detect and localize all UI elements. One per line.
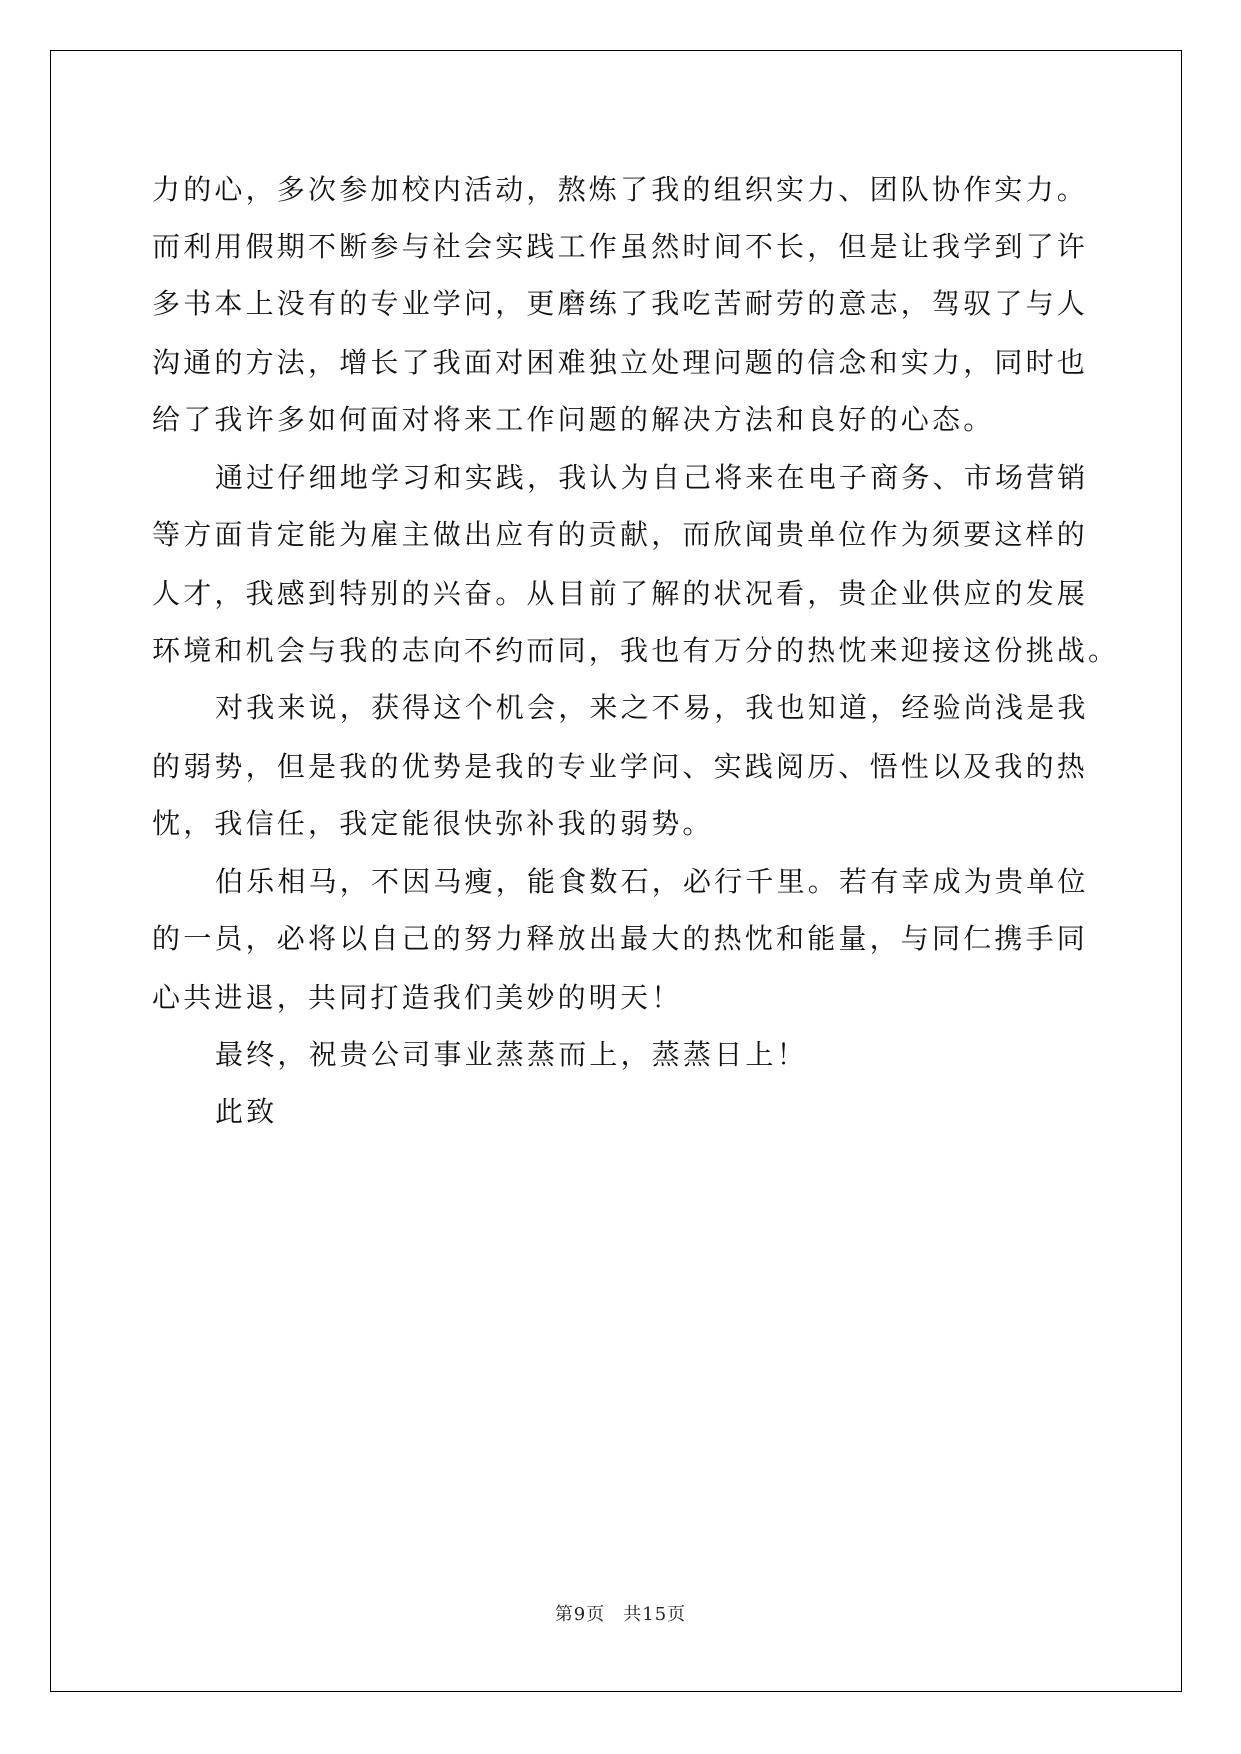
page-number: 第9页 — [554, 1604, 606, 1625]
text-line: 而利用假期不断参与社会实践工作虽然时间不长，但是让我学到了许 — [152, 230, 1089, 263]
text-line: 此致 — [215, 1095, 278, 1128]
text-line: 忱，我信任，我定能很快弥补我的弱势。 — [152, 807, 714, 840]
text-line: 人才，我感到特别的兴奋。从目前了解的状况看，贵企业供应的发展 — [152, 577, 1089, 610]
text-line: 等方面肯定能为雇主做出应有的贡献，而欣闻贵单位作为须要这样的 — [152, 518, 1089, 551]
text-line: 心共进退，共同打造我们美妙的明天！ — [152, 981, 683, 1014]
text-line: 的弱势，但是我的优势是我的专业学问、实践阅历、悟性以及我的热 — [152, 750, 1089, 783]
text-line: 的一员，必将以自己的努力释放出最大的热忱和能量，与同仁携手同 — [152, 922, 1089, 955]
text-line: 伯乐相马，不因马瘦，能食数石，必行千里。若有幸成为贵单位 — [215, 865, 1089, 898]
text-line: 多书本上没有的专业学问，更磨练了我吃苦耐劳的意志，驾驭了与人 — [152, 287, 1089, 320]
text-line: 环境和机会与我的志向不约而同，我也有万分的热忱来迎接这份挑战。 — [152, 634, 1120, 667]
text-line: 力的心，多次参加校内活动，熬炼了我的组织实力、团队协作实力。 — [152, 173, 1089, 206]
text-line: 通过仔细地学习和实践，我认为自己将来在电子商务、市场营销 — [215, 461, 1089, 494]
page-total: 共15页 — [623, 1604, 687, 1625]
page-footer — [0, 1600, 1241, 1626]
text-line: 对我来说，获得这个机会，来之不易，我也知道，经验尚浅是我 — [215, 691, 1089, 724]
text-line: 最终，祝贵公司事业蒸蒸而上，蒸蒸日上！ — [215, 1038, 808, 1071]
text-line: 给了我许多如何面对将来工作问题的解决方法和良好的心态。 — [152, 403, 995, 436]
text-line: 沟通的方法，增长了我面对困难独立处理问题的信念和实力，同时也 — [152, 346, 1089, 379]
